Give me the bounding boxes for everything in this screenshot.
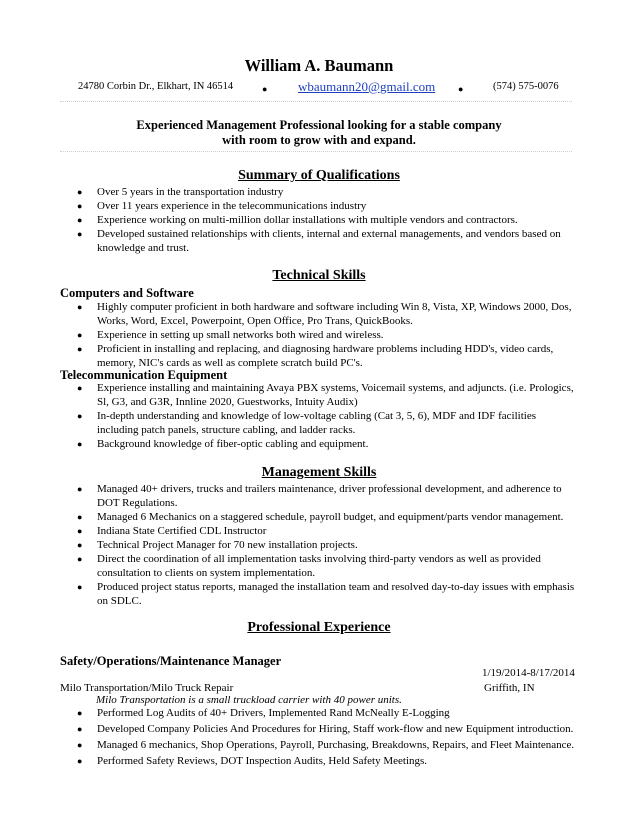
list-item: ● Over 11 years experience in the telecommunications industry [77, 200, 367, 212]
separator-bullet-icon: ● [458, 84, 464, 94]
telecom-list [60, 381, 580, 451]
technical-skills-heading: Technical Skills [272, 268, 366, 283]
list-item: ● Managed 6 Mechanics on a staggered schedule, payroll budget, and equipment/parts vendor management. [77, 511, 564, 523]
list-item: ● Produced project status reports, managed the installation team and resolved day-to-day issues with emphasis on SDLC. [77, 581, 575, 607]
email-link[interactable]: wbaumann20@gmail.com [298, 79, 436, 94]
bullet-icon: ● [77, 411, 83, 421]
list-item: ● Technical Project Manager for 70 new installation projects. [77, 539, 358, 551]
list-item: ● Direct the coordination of all implementation tasks involving third-party vendors as well as provided consultation to clients on system implementation. [77, 553, 541, 579]
bullet-icon: ● [77, 512, 83, 522]
divider [60, 101, 572, 102]
address: 24780 Corbin Dr., Elkhart, IN 46514 [78, 81, 234, 92]
telecom-subheading: Telecommunication Equipment [60, 368, 228, 382]
computers-list [60, 300, 580, 370]
bullet-icon: ● [77, 484, 83, 494]
list-item: ● Indiana State Certified CDL Instructor [77, 525, 267, 537]
bullet-icon: ● [77, 439, 83, 449]
job-description: Milo Transportation is a small truckload carrier with 40 power units. [96, 694, 402, 706]
list-item: ● Highly computer proficient in both hardware and software including Win 8, Vista, XP, Windows 2000, Dos, Works, Word, Excel, Powerpoint, Open Office, Pro Trans, QuickBooks. [77, 301, 572, 327]
bullet-icon: ● [77, 554, 83, 564]
list-item: ● Performed Log Audits of 40+ Drivers, Implemented Rand McNeally E-Logging [77, 707, 450, 719]
bullet-icon: ● [77, 229, 83, 239]
objective [0, 118, 638, 148]
list-item: ● Experience in setting up small networks both wired and wireless. [77, 329, 384, 341]
summary-heading: Summary of Qualifications [238, 168, 400, 183]
summary-list [60, 185, 580, 255]
list-item: ● Managed 6 mechanics, Shop Operations, Payroll, Purchasing, Breakdowns, Repairs, and Fleet Maintenance. [77, 739, 575, 751]
list-item: ● Developed sustained relationships with clients, internal and external managements, and vendors based on knowledge and trust. [77, 228, 561, 254]
bullet-icon: ● [77, 526, 83, 536]
job-duties-list [60, 706, 600, 768]
phone-number: (574) 575-0076 [493, 81, 559, 92]
experience-heading: Professional Experience [247, 620, 391, 635]
list-item: ● In-depth understanding and knowledge of low-voltage cabling (Cat 3, 5, 6), MDF and IDF facilities including patch panels, structure cabling, and ladder racks. [77, 410, 536, 436]
job-dates: 1/19/2014-8/17/2014 [482, 667, 575, 679]
job-location: Griffith, IN [484, 682, 535, 694]
bullet-icon: ● [77, 756, 83, 766]
list-item: ● Proficient in installing and replacing, and diagnosing hardware problems including HDD's, video cards, memory, NIC's cards as well as complete scratch build PC's. [77, 343, 554, 369]
bullet-icon: ● [77, 724, 83, 734]
list-item: ● Experience working on multi-million dollar installations with multiple vendors and contractors. [77, 214, 518, 226]
list-item: ● Background knowledge of fiber-optic cabling and equipment. [77, 438, 369, 450]
separator-bullet-icon: ● [262, 84, 268, 94]
bullet-icon: ● [77, 330, 83, 340]
bullet-icon: ● [77, 302, 83, 312]
list-item: ● Developed Company Policies And Procedures for Hiring, Staff work-flow and new Equipment introduction. [77, 723, 574, 735]
job-company: Milo Transportation/Milo Truck Repair [60, 682, 234, 694]
bullet-icon: ● [77, 201, 83, 211]
bullet-icon: ● [77, 187, 83, 197]
bullet-icon: ● [77, 740, 83, 750]
management-skills-heading: Management Skills [261, 465, 377, 480]
divider [60, 151, 572, 152]
management-list [60, 482, 580, 608]
bullet-icon: ● [77, 582, 83, 592]
objective-line-2: with room to grow with and expand. [222, 133, 416, 147]
objective-line-1: Experienced Management Professional looking for a stable company [136, 118, 502, 132]
list-item: ● Managed 40+ drivers, trucks and trailers maintenance, driver professional development, and adherence to DOT Regulations. [77, 483, 562, 509]
list-item: ● Performed Safety Reviews, DOT Inspection Audits, Held Safety Meetings. [77, 755, 428, 767]
bullet-icon: ● [77, 344, 83, 354]
resume-name: William A. Baumann [244, 56, 394, 75]
bullet-icon: ● [77, 708, 83, 718]
bullet-icon: ● [77, 540, 83, 550]
list-item: ● Over 5 years in the transportation industry [77, 186, 284, 198]
job-title: Safety/Operations/Maintenance Manager [60, 654, 282, 668]
bullet-icon: ● [77, 215, 83, 225]
bullet-icon: ● [77, 383, 83, 393]
computers-subheading: Computers and Software [60, 286, 194, 300]
list-item: ● Experience installing and maintaining Avaya PBX systems, Voicemail systems, and adjuncts. (i.e. Prologics, Sl, G3, and G3R, Innline 2020, Guestworks, Intuity Audix) [77, 382, 574, 408]
